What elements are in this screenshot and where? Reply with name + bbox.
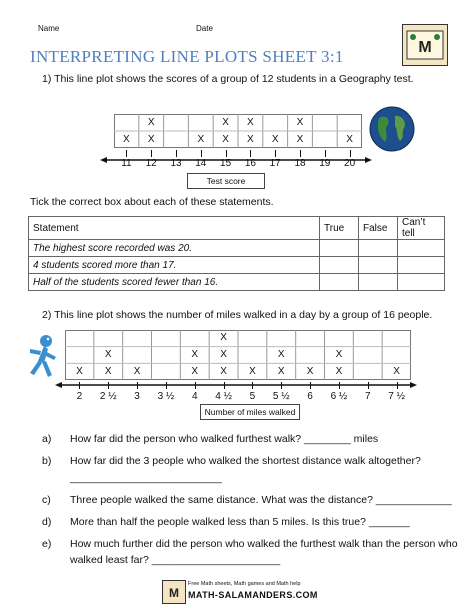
statement-table xyxy=(28,216,445,291)
plot2-tick-label: 4 ½ xyxy=(215,391,232,402)
plot2-x-mark: X xyxy=(335,349,343,360)
plot1-x-mark: X xyxy=(296,133,304,145)
plot1-x-mark: X xyxy=(147,133,155,145)
plot2-tick xyxy=(339,382,340,389)
plot1-tick xyxy=(250,150,251,157)
false-checkbox[interactable] xyxy=(359,240,398,257)
plot2-x-mark: X xyxy=(220,349,227,360)
plot2-x-mark: X xyxy=(104,349,112,360)
question-d-text: More than half the people walked less than 5 miles. Is this true? _______ xyxy=(70,516,410,528)
false-checkbox[interactable] xyxy=(359,257,398,274)
plot2-tick xyxy=(281,382,282,389)
plot1-tick-label: 12 xyxy=(145,158,157,169)
plot1-tick xyxy=(151,150,152,157)
question-e-answer-line[interactable]: walked least far? ______________________ xyxy=(70,554,281,566)
question-e-text: How much further did the person who walked the furthest walk than the person who xyxy=(70,538,458,550)
header-false: False xyxy=(359,217,398,240)
plot1-x-mark: X xyxy=(247,133,254,145)
footer-line1: Free Math sheets, Math games and Math help xyxy=(188,581,301,587)
q1-caption: Test score xyxy=(187,173,265,189)
q1-text: 1) This line plot shows the scores of a group of 12 students in a Geography test. xyxy=(42,73,414,85)
question-b-text: How far did the 3 people who walked the shortest distance walk altogether? xyxy=(70,455,421,467)
plot1-tick xyxy=(350,150,351,157)
footer-line2: MATH-SALAMANDERS.COM xyxy=(188,590,318,600)
plot2-x-mark: X xyxy=(306,365,314,377)
q2-caption: Number of miles walked xyxy=(200,404,300,420)
plot2-tick-label: 7 ½ xyxy=(388,391,405,402)
cant-tell-checkbox[interactable] xyxy=(398,274,445,291)
footer-logo-icon xyxy=(162,580,186,604)
statement-row xyxy=(29,240,445,257)
plot2-x-mark: X xyxy=(220,365,227,377)
plot2-tick xyxy=(397,382,398,389)
plot1-tick-label: 18 xyxy=(294,158,306,169)
worksheet-title: INTERPRETING LINE PLOTS SHEET 3:1 xyxy=(30,47,344,66)
plot2-tick-label: 7 xyxy=(364,391,371,402)
plot1-tick-label: 11 xyxy=(121,158,132,169)
plot1-tick-label: 13 xyxy=(170,158,182,169)
header-statement: Statement xyxy=(29,217,320,240)
plot2-tick-label: 2 ½ xyxy=(99,391,117,402)
plot1-x-mark: X xyxy=(296,116,304,128)
question-b-answer-line[interactable]: __________________________ xyxy=(70,472,222,484)
plot2-x-mark: X xyxy=(393,365,400,377)
plot1-tick-label: 15 xyxy=(220,158,232,169)
name-label: Name xyxy=(38,24,60,33)
svg-text:M: M xyxy=(418,39,432,56)
question-c-text: Three people walked the same distance. What was the distance? _____________ xyxy=(70,494,452,506)
true-checkbox[interactable] xyxy=(320,257,359,274)
cant-tell-checkbox[interactable] xyxy=(398,257,445,274)
plot1-x-mark: X xyxy=(271,133,279,145)
plot1-tick xyxy=(275,150,276,157)
plot2-tick-label: 6 xyxy=(307,391,313,402)
question-a-letter: a) xyxy=(42,433,52,445)
plot1-tick xyxy=(226,150,227,157)
plot2-x-mark: X xyxy=(104,365,112,377)
plot1-x-mark: X xyxy=(247,116,254,128)
axis-2 xyxy=(55,376,417,384)
line-plot-2 xyxy=(65,330,411,380)
plot1-tick-label: 19 xyxy=(319,158,331,169)
plot2-tick xyxy=(368,382,369,389)
statement-text: 4 students scored more than 17. xyxy=(29,257,320,274)
plot1-x-mark: X xyxy=(222,116,229,128)
plot2-tick-label: 2 xyxy=(76,391,83,402)
plot2-x-mark: X xyxy=(277,349,285,360)
header-cant-tell: Can’t tell xyxy=(398,217,445,240)
plot2-x-mark: X xyxy=(277,365,285,377)
cant-tell-checkbox[interactable] xyxy=(398,240,445,257)
statement-table-header xyxy=(29,217,445,240)
footer xyxy=(162,578,318,606)
plot2-tick-label: 4 xyxy=(191,391,198,402)
earth-image xyxy=(369,106,415,152)
statement-row xyxy=(29,257,445,274)
false-checkbox[interactable] xyxy=(359,274,398,291)
plot1-tick xyxy=(176,150,177,157)
plot1-tick-label: 16 xyxy=(244,158,256,169)
plot2-x-mark: X xyxy=(191,349,199,360)
question-c-letter: c) xyxy=(42,494,51,506)
statement-text: The highest score recorded was 20. xyxy=(29,240,320,257)
plot2-x-mark: X xyxy=(191,365,199,377)
question-b-letter: b) xyxy=(42,455,52,467)
plot2-tick xyxy=(310,382,311,389)
plot2-x-mark: X xyxy=(335,365,343,377)
plot2-tick xyxy=(79,382,80,389)
plot1-tick xyxy=(201,150,202,157)
plot2-x-mark: X xyxy=(133,365,141,377)
plot2-x-mark: X xyxy=(76,365,83,377)
plot1-x-mark: X xyxy=(147,116,155,128)
plot2-tick-label: 5 ½ xyxy=(272,391,290,402)
question-d-letter: d) xyxy=(42,516,52,528)
tick-prompt: Tick the correct box about each of these statements. xyxy=(30,196,274,208)
plot2-tick-label: 6 ½ xyxy=(330,391,348,402)
q2-text: 2) This line plot shows the number of miles walked in a day by a group of 16 people. xyxy=(42,309,433,321)
plot1-tick-label: 14 xyxy=(195,158,207,169)
plot2-tick xyxy=(137,382,138,389)
line-plot-1 xyxy=(114,114,362,148)
plot2-tick xyxy=(224,382,225,389)
header-true: True xyxy=(320,217,359,240)
plot2-tick xyxy=(108,382,109,389)
plot2-tick-label: 5 xyxy=(249,391,256,402)
plot2-tick-label: 3 ½ xyxy=(157,391,175,402)
statement-text: Half of the students scored fewer than 16. xyxy=(29,274,320,291)
question-a-text: How far did the person who walked furthest walk? ________ miles xyxy=(70,433,379,445)
question-e-letter: e) xyxy=(42,538,52,550)
svg-text:M: M xyxy=(169,586,179,600)
plot2-x-mark: X xyxy=(249,365,256,377)
plot2-tick xyxy=(195,382,196,389)
plot1-x-mark: X xyxy=(222,133,229,145)
plot1-x-mark: X xyxy=(123,133,130,145)
plot2-tick xyxy=(166,382,167,389)
plot2-tick xyxy=(252,382,253,389)
plot1-x-mark: X xyxy=(197,133,205,145)
plot1-x-mark: X xyxy=(346,133,353,145)
plot2-grid xyxy=(65,330,411,380)
plot2-x-mark: X xyxy=(220,332,227,344)
plot1-tick xyxy=(300,150,301,157)
plot2-tick-label: 3 xyxy=(134,391,140,402)
plot1-tick-label: 20 xyxy=(344,158,356,169)
plot1-tick xyxy=(126,150,127,157)
salamander-logo xyxy=(402,24,448,66)
true-checkbox[interactable] xyxy=(320,240,359,257)
plot1-tick xyxy=(325,150,326,157)
true-checkbox[interactable] xyxy=(320,274,359,291)
plot1-tick-label: 17 xyxy=(269,158,281,169)
date-label: Date xyxy=(196,24,213,33)
statement-row xyxy=(29,274,445,291)
